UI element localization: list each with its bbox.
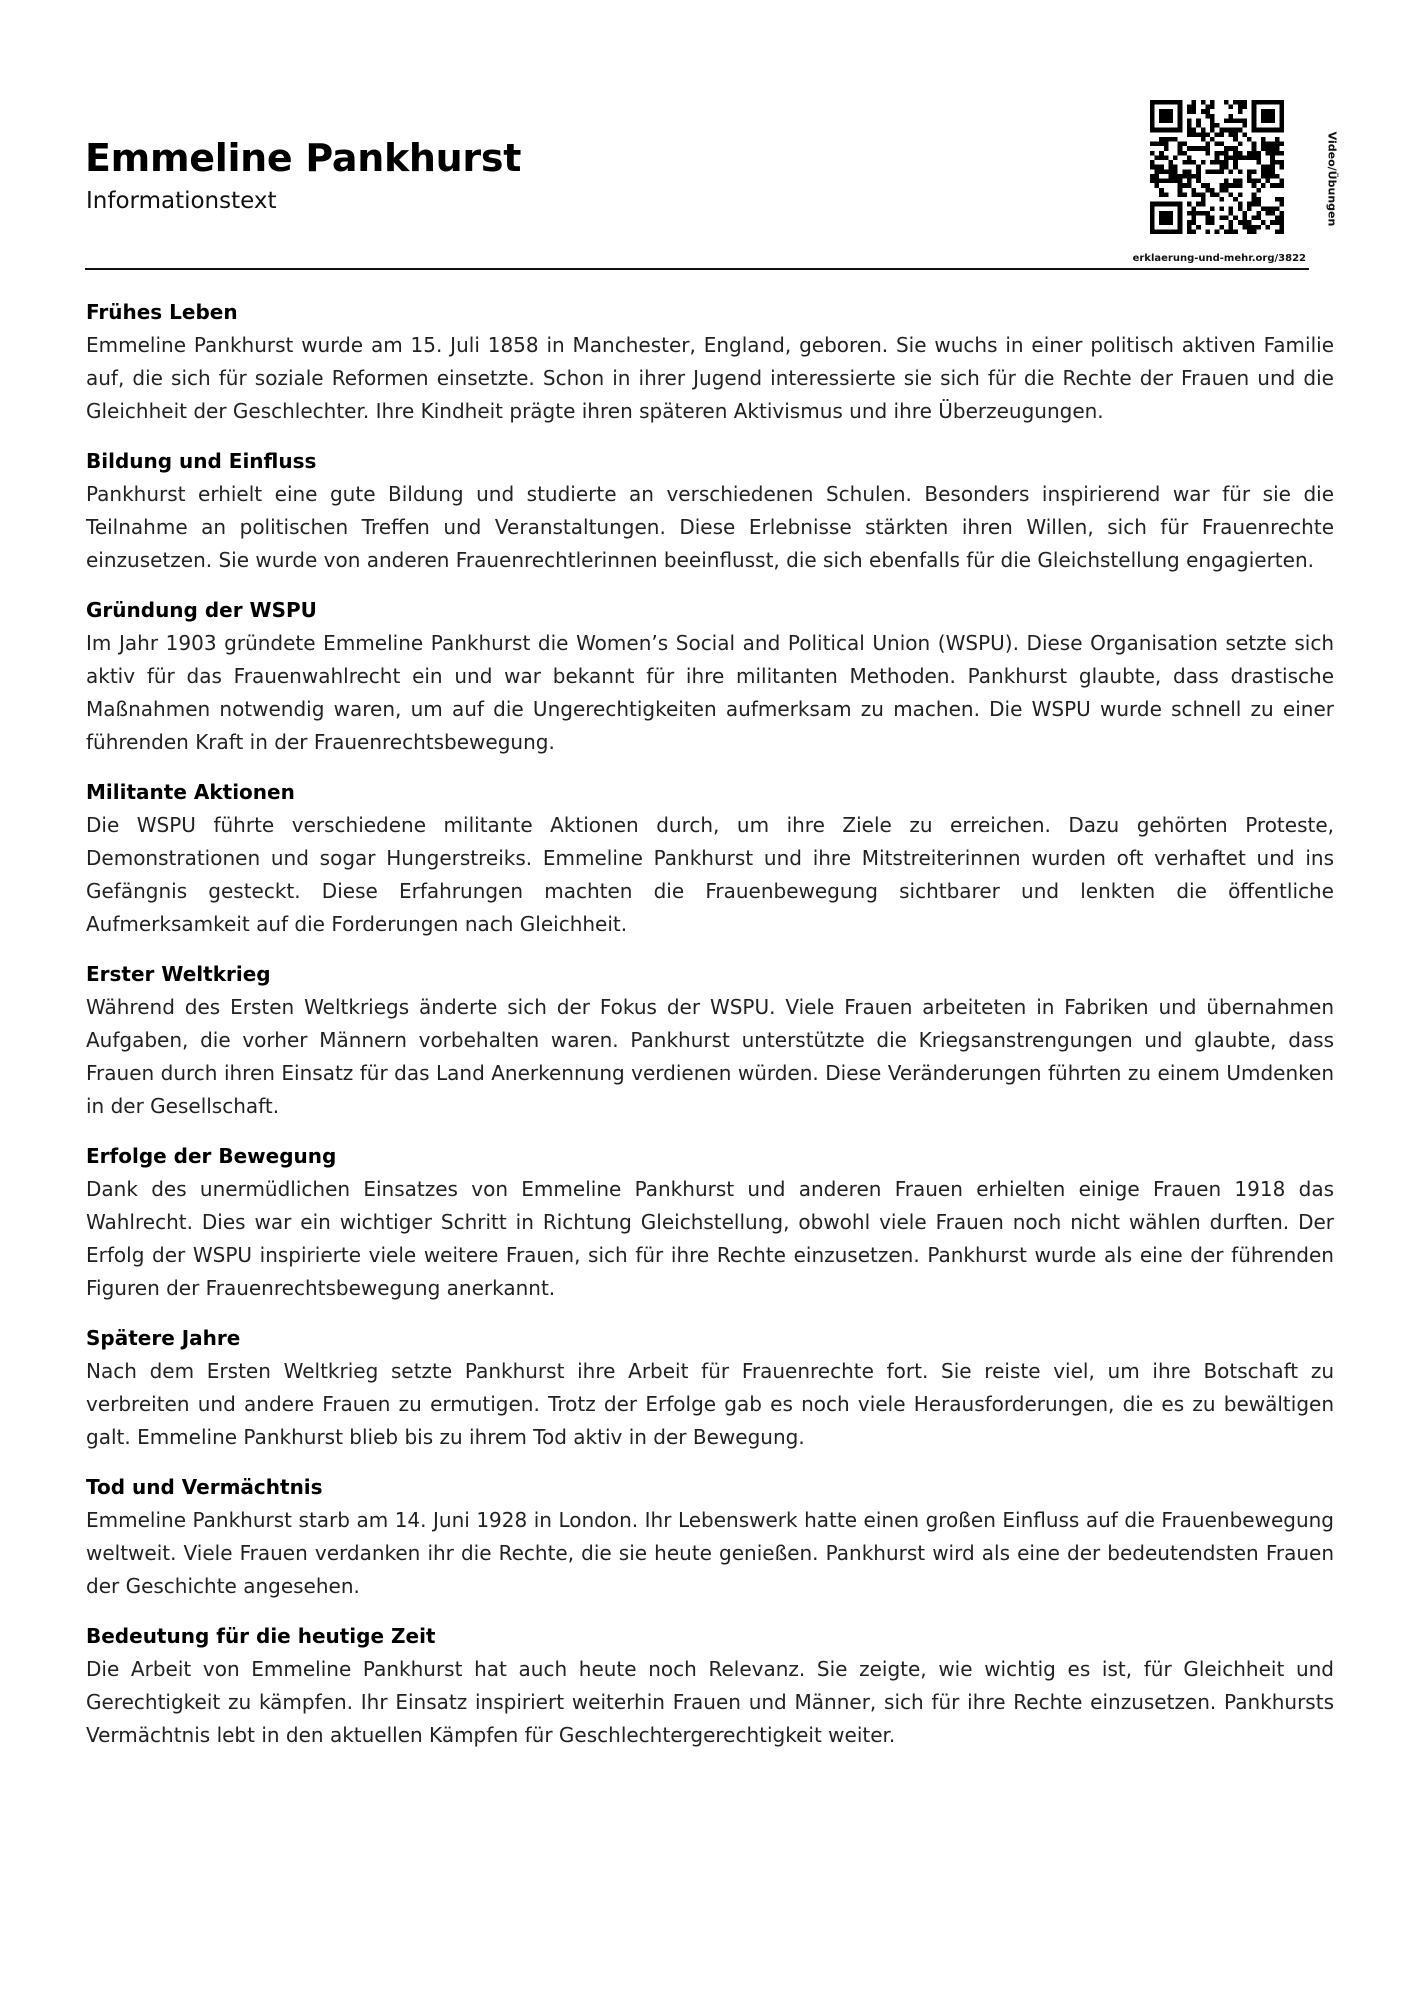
qr-code-icon[interactable] (1150, 100, 1284, 234)
section-text: Dank des unermüdlichen Einsatzes von Emmeline Pankhurst und anderen Frauen erhielten einige Frauen 1918 das Wahlrecht. Dies war ein wichtiger Schritt in Richtung Gleichstellung, obwohl viele Frauen noch nicht wählen durften. Der Erfolg der WSPU inspirierte viele weitere Frauen, sich für ihre Rechte einzusetzen. Pankhurst wurde als eine der führenden Figuren der Frauenrechtsbewegung anerkannt. (86, 1177, 1334, 1300)
section-bildung-und-einfluss (86, 445, 1334, 577)
source-url[interactable]: erklaerung-und-mehr.org/3822 (1132, 253, 1306, 264)
section-heading: Gründung der WSPU (86, 598, 317, 622)
section-tod-und-vermaechtnis (86, 1471, 1334, 1603)
section-heading: Erfolge der Bewegung (86, 1144, 337, 1168)
section-text: Emmeline Pankhurst starb am 14. Juni 1928 in London. Ihr Lebenswerk hatte einen großen Einfluss auf die Frauenbewegung weltweit. Viele Frauen verdanken ihr die Rechte, die sie heute genießen. Pankhurst wird als eine der bedeutendsten Frauen der Geschichte angesehen. (86, 1508, 1334, 1598)
section-text: Die Arbeit von Emmeline Pankhurst hat auch heute noch Relevanz. Sie zeigte, wie wichtig es ist, für Gleichheit und Gerechtigkeit zu kämpfen. Ihr Einsatz inspiriert weiterhin Frauen und Männer, sich für ihre Rechte einzusetzen. Pankhursts Vermächtnis lebt in den aktuellen Kämpfen für Geschlechtergerechtigkeit weiter. (86, 1657, 1334, 1747)
section-text: Während des Ersten Weltkriegs änderte sich der Fokus der WSPU. Viele Frauen arbeiteten in Fabriken und übernahmen Aufgaben, die vorher Männern vorbehalten waren. Pankhurst unterstützte die Kriegsanstrengungen und glaubte, dass Frauen durch ihren Einsatz für das Land Anerkennung verdienen würden. Diese Veränderungen führten zu einem Umdenken in der Gesellschaft. (86, 995, 1334, 1118)
section-erfolge-der-bewegung (86, 1140, 1334, 1305)
page-subtitle: Informationstext (86, 188, 277, 214)
section-heading: Militante Aktionen (86, 780, 295, 804)
section-bedeutung-heute (86, 1620, 1334, 1752)
section-gruendung-der-wspu (86, 594, 1334, 759)
section-heading: Spätere Jahre (86, 1326, 241, 1350)
page-title: Emmeline Pankhurst (85, 136, 522, 180)
section-heading: Erster Weltkrieg (86, 962, 271, 986)
section-fruehes-leben (86, 296, 1334, 428)
qr-side-label (1322, 124, 1342, 234)
section-heading: Frühes Leben (86, 300, 238, 324)
section-heading: Bildung und Einfluss (86, 449, 317, 473)
section-militante-aktionen (86, 776, 1334, 941)
article-body (86, 296, 1334, 1769)
section-text: Emmeline Pankhurst wurde am 15. Juli 1858 in Manchester, England, geboren. Sie wuchs in einer politisch aktiven Familie auf, die sich für soziale Reformen einsetzte. Schon in ihrer Jugend interessierte sie sich für die Rechte der Frauen und die Gleichheit der Geschlechter. Ihre Kindheit prägte ihren späteren Aktivismus und ihre Überzeugungen. (86, 333, 1334, 423)
section-text: Pankhurst erhielt eine gute Bildung und studierte an verschiedenen Schulen. Besonders inspirierend war für sie die Teilnahme an politischen Treffen und Veranstaltungen. Diese Erlebnisse stärkten ihren Willen, sich für Frauenrechte einzusetzen. Sie wurde von anderen Frauenrechtlerinnen beeinflusst, die sich ebenfalls für die Gleichstellung engagierten. (86, 482, 1334, 572)
section-erster-weltkrieg (86, 958, 1334, 1123)
section-heading: Bedeutung für die heutige Zeit (86, 1624, 436, 1648)
header-divider (85, 268, 1309, 270)
section-text: Nach dem Ersten Weltkrieg setzte Pankhurst ihre Arbeit für Frauenrechte fort. Sie reiste viel, um ihre Botschaft zu verbreiten und andere Frauen zu ermutigen. Trotz der Erfolge gab es noch viele Herausforderungen, die es zu bewältigen galt. Emmeline Pankhurst blieb bis zu ihrem Tod aktiv in der Bewegung. (86, 1359, 1334, 1449)
section-text: Im Jahr 1903 gründete Emmeline Pankhurst die Women’s Social and Political Union (WSPU). Diese Organisation setzte sich aktiv für das Frauenwahlrecht ein und war bekannt für ihre militanten Methoden. Pankhurst glaubte, dass drastische Maßnahmen notwendig waren, um auf die Ungerechtigkeiten aufmerksam zu machen. Die WSPU wurde schnell zu einer führenden Kraft in der Frauenrechtsbewegung. (86, 631, 1334, 754)
section-text: Die WSPU führte verschiedene militante Aktionen durch, um ihre Ziele zu erreichen. Dazu gehörten Proteste, Demonstrationen und sogar Hungerstreiks. Emmeline Pankhurst und ihre Mitstreiterinnen wurden oft verhaftet und ins Gefängnis gesteckt. Diese Erfahrungen machten die Frauenbewegung sichtbarer und lenkten die öffentliche Aufmerksamkeit auf die Forderungen nach Gleichheit. (86, 813, 1334, 936)
section-heading: Tod und Vermächtnis (86, 1475, 323, 1499)
section-spaetere-jahre (86, 1322, 1334, 1454)
qr-side-label-text: Video/Übungen (1325, 131, 1339, 227)
